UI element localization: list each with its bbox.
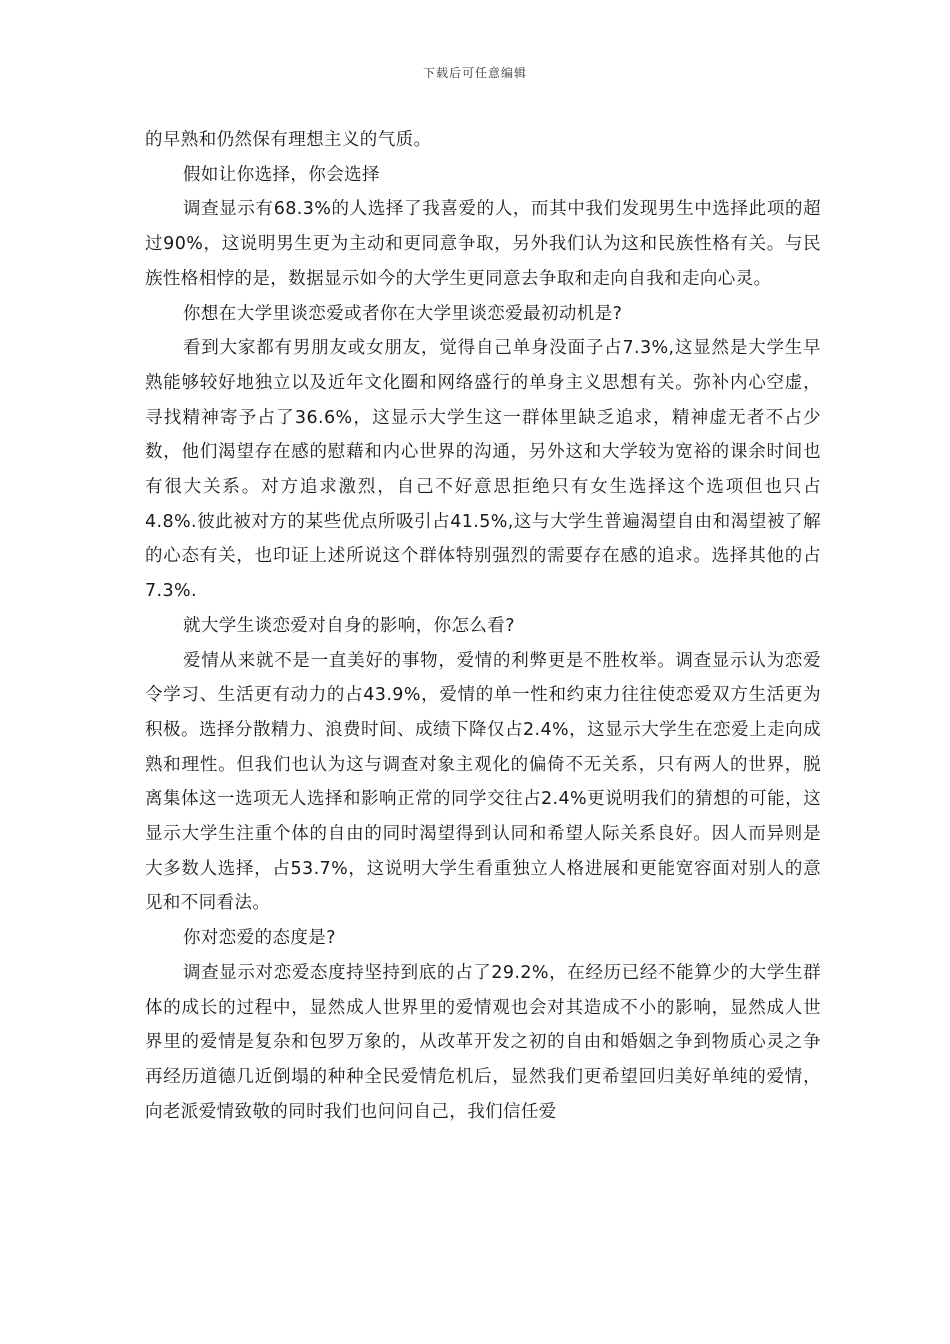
paragraph-continuation: 的早熟和仍然保有理想主义的气质。 <box>145 130 432 150</box>
document-body <box>145 123 821 1129</box>
question-heading: 你对恋爱的态度是? <box>183 928 336 949</box>
question-heading: 就大学生谈恋爱对自身的影响，你怎么看? <box>183 615 515 636</box>
question-heading: 你想在大学里谈恋爱或者你在大学里谈恋爱最初动机是? <box>183 303 623 324</box>
paragraph: 看到大家都有男朋友或女朋友，觉得自己单身没面子占7.3%,这显然是大学生早熟能够较好地独立以及近年文化圈和网络盛行的单身主义思想有关。弥补内心空虚，寻找精神寄予占了36.6%，这显示大学生这一群体里缺乏追求，精神虚无者不占少数，他们渴望存在感的慰藉和内心世界的沟通，另外这和大学较为宽裕的课余时间也有很大关系。对方追求激烈，自己不好意思拒绝只有女生选择这个选项但也只占4.8%.彼此被对方的某些优点所吸引占41.5%,这与大学生普遍渴望自由和渴望被了解的心态有关，也印证上述所说这个群体特别强烈的需要存在感的追求。选择其他的占7.3%. <box>145 338 821 602</box>
question-heading: 假如让你选择，你会选择 <box>183 164 380 185</box>
paragraph: 调查显示对恋爱态度持坚持到底的占了29.2%，在经历已经不能算少的大学生群体的成长的过程中，显然成人世界里的爱情观也会对其造成不小的影响，显然成人世界里的爱情是复杂和包罗万象的，从改革开发之初的自由和婚姻之争到物质心灵之争再经历道德几近倒塌的种种全民爱情危机后，显然我们更希望回归美好单纯的爱情，向老派爱情致敬的同时我们也问问自己，我们信任爱 <box>145 962 821 1122</box>
page-header: 下载后可任意编辑 <box>422 66 527 80</box>
paragraph: 爱情从来就不是一直美好的事物，爱情的利弊更是不胜枚举。调查显示认为恋爱令学习、生活更有动力的占43.9%，爱情的单一性和约束力往往使恋爱双方生活更为积极。选择分散精力、浪费时间、成绩下降仅占2.4%，这显示大学生在恋爱上走向成熟和理性。但我们也认为这与调查对象主观化的偏倚不无关系，只有两人的世界，脱离集体这一选项无人选择和影响正常的同学交往占2.4%更说明我们的猜想的可能，这显示大学生注重个体的自由的同时渴望得到认同和希望人际关系良好。因人而异则是大多数人选择，占53.7%，这说明大学生看重独立人格进展和更能宽容面对别人的意见和不同看法。 <box>145 650 821 914</box>
paragraph: 调查显示有68.3%的人选择了我喜爱的人，而其中我们发现男生中选择此项的超过90%，这说明男生更为主动和更同意争取，另外我们认为这和民族性格有关。与民族性格相悖的是，数据显示如今的大学生更同意去争取和走向自我和走向心灵。 <box>145 199 821 289</box>
